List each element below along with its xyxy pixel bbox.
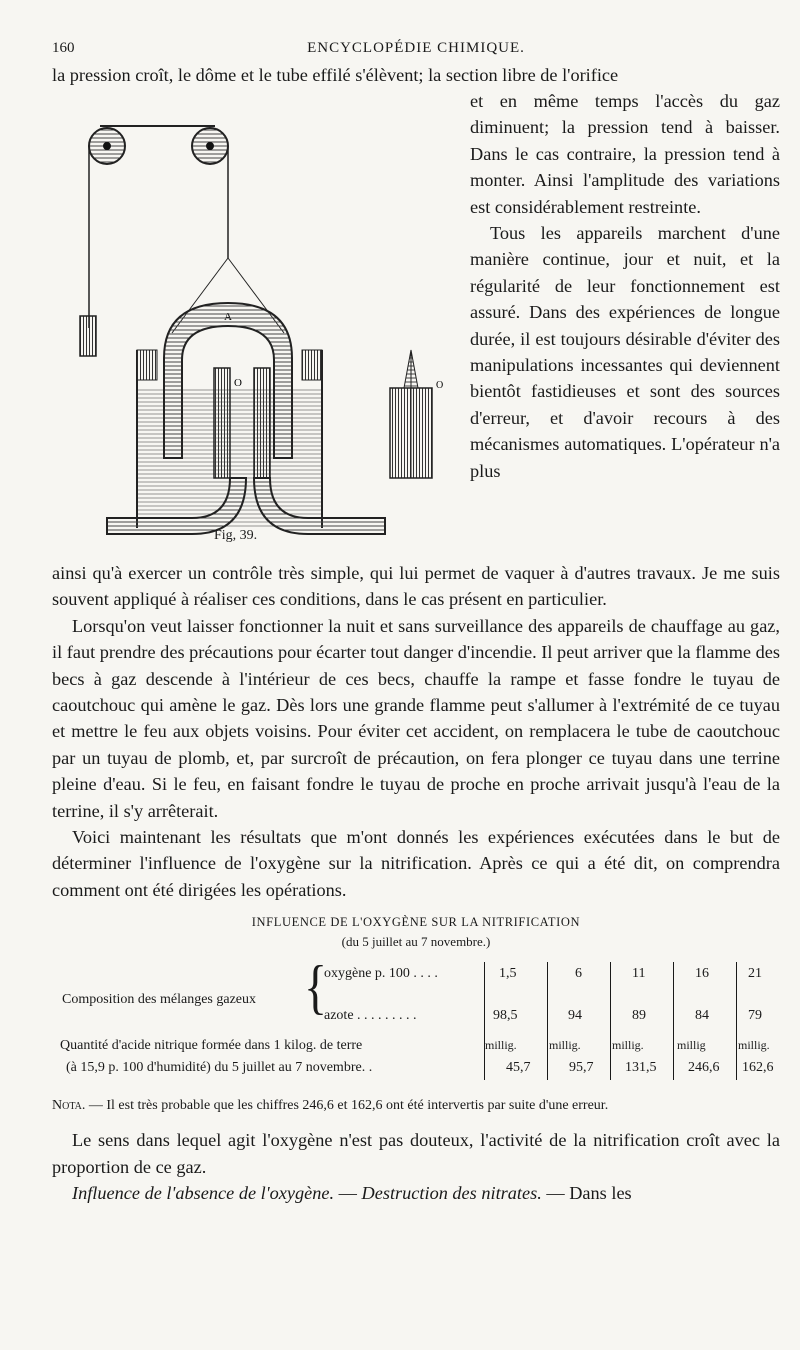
table-row3-label-b: (à 15,9 p. 100 d'humidité) du 5 juillet au 7 novembre. . [66, 1060, 373, 1076]
table-title: INFLUENCE DE L'OXYGÈNE SUR LA NITRIFICATION [251, 915, 581, 930]
table-divider [610, 962, 611, 1080]
counterweight [80, 316, 96, 356]
cell-oxygen: 1,5 [499, 966, 517, 982]
cell-azote: 89 [632, 1008, 646, 1024]
cell-oxygen: 11 [632, 966, 646, 982]
table-row-group-label: Composition des mélanges gazeux [62, 992, 257, 1008]
label-o2: O [436, 380, 444, 391]
cell-unit: millig. [738, 1038, 770, 1053]
paragraph-gas-safety: Lorsqu'on veut laisser fonctionner la nuit et sans surveillance des appareils de chauffage au gaz, il faut prendre des précautions pour écarter tout danger d'incendie. Il peut arriver que la flamme des becs à gaz descende à l'intérieur de ces becs, chauffe la rampe et fasse fondre le tuyau de caoutchouc qui amène le gaz. Dès lors une grande flamme peut s'allumer à l'extrémité de ce tuyau et mettre le feu aux objets voisins. Pour éviter cet accident, on remplacera le tube de caoutchouc par un tuyau de plomb, et, par surcroît de précaution, on fera plonger ce tuyau dans une terrine pleine d'eau. Si le feu, en faisant fondre le tuyau de proche en proche arrivait jusqu'à l'eau de la terrine, il s'y arrêterait. [52, 615, 780, 821]
cell-nitric: 45,7 [506, 1060, 531, 1076]
right-column [470, 88, 780, 484]
cell-unit: millig [677, 1038, 706, 1053]
right-column-text: et en même temps l'accès du gaz diminuent; la pression tend à baisser. Dans le cas contraire, la pression tend à monter. Ainsi l'amplitude des variations est considérablement restreinte. [470, 91, 780, 217]
final-tail: — Dans les [541, 1183, 632, 1204]
cell-nitric: 162,6 [742, 1060, 774, 1076]
table-row3-label-a: Quantité d'acide nitrique formée dans 1 kilog. de terre [60, 1038, 363, 1054]
cell-nitric: 95,7 [569, 1060, 594, 1076]
results-table [52, 956, 780, 1088]
cell-unit: millig. [485, 1038, 517, 1053]
figure-caption: Fig, 39. [214, 528, 258, 543]
cell-oxygen: 21 [748, 966, 762, 982]
cell-azote: 98,5 [493, 1008, 518, 1024]
brace: { [304, 954, 328, 1021]
cell-unit: millig. [549, 1038, 581, 1053]
final-dash: — [334, 1183, 362, 1204]
book-page [52, 36, 780, 1207]
cell-nitric: 246,6 [688, 1060, 720, 1076]
apparatus-figure [52, 88, 464, 560]
cell-azote: 79 [748, 1008, 762, 1024]
intro-line: la pression croît, le dôme et le tube effilé s'élèvent; la section libre de l'orifice [52, 65, 619, 85]
paragraph-continuation: ainsi qu'à exercer un contrôle très simple, qui lui permet de vaquer à d'autres travaux. Je me suis souvent appliqué à réaliser ces conditions, dans le cas présent en particulier. [52, 563, 780, 610]
footnote-label: Nota. [52, 1098, 86, 1114]
cell-oxygen: 6 [575, 966, 582, 982]
final-italic-1: Influence de l'absence de l'oxygène. [72, 1183, 335, 1204]
table-row1-label: oxygène p. 100 . . . . [324, 966, 438, 982]
paragraph-conclusion: Le sens dans lequel agit l'oxygène n'est pas douteux, l'activité de la nitrification croît avec la proportion de ce gaz. [52, 1130, 780, 1177]
running-title: ENCYCLOPÉDIE CHIMIQUE. [307, 40, 525, 56]
cell-nitric: 131,5 [625, 1060, 657, 1076]
table-divider [484, 962, 485, 1080]
footnote-text: — Il est très probable que les chiffres 246,6 et 162,6 ont été intervertis par suite d'une erreur. [85, 1098, 609, 1114]
cell-unit: millig. [612, 1038, 644, 1053]
right-column-text-2: Tous les appareils marchent d'une manière continue, jour et nuit, et la régularité de leur fonctionnement est assuré. Dans des expériences de longue durée, il est toujours désirable d'éviter des manipulations incessantes qui deviennent bientôt fastidieuses et sont des sources d'erreur, et d'avoir recours à des mécanismes automatiques. L'opérateur n'a plus [470, 223, 780, 481]
table-divider [547, 962, 548, 1080]
cell-oxygen: 16 [695, 966, 709, 982]
figure-block [52, 88, 780, 560]
table-row2-label: azote . . . . . . . . . [324, 1008, 417, 1024]
paragraph-results: Voici maintenant les résultats que m'ont donnés les expériences exécutées dans le but de déterminer l'influence de l'oxygène sur la nitrification. Après ce qui a été dit, on comprendra comment ont été dirigées les opérations. [52, 827, 780, 900]
final-italic-2: Destruction des nitrates. [361, 1183, 542, 1204]
table-divider [673, 962, 674, 1080]
cell-azote: 84 [695, 1008, 709, 1024]
footnote [52, 1096, 780, 1115]
page-header [52, 36, 780, 62]
page-number: 160 [52, 40, 75, 56]
table-subtitle: (du 5 juillet au 7 novembre.) [341, 934, 491, 950]
table-divider [736, 962, 737, 1080]
label-o: O [234, 377, 242, 389]
paragraph-final [52, 1180, 780, 1206]
cell-azote: 94 [568, 1008, 582, 1024]
